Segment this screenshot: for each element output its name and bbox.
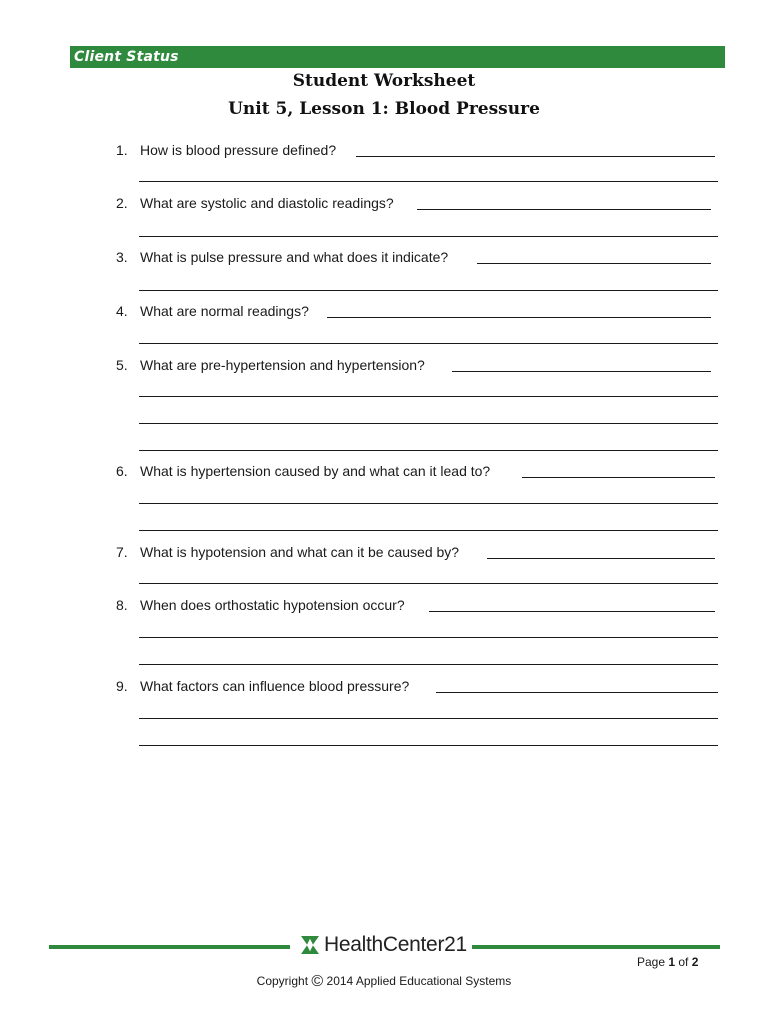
question-2 [0, 193, 768, 213]
worksheet-title: Student Worksheet [292, 71, 476, 91]
answer-line[interactable] [139, 450, 718, 451]
question-number: 3. [116, 249, 128, 265]
question-text: What are pre-hypertension and hypertension? [140, 357, 425, 373]
question-text: When does orthostatic hypotension occur? [140, 597, 405, 613]
question-text: What is hypertension caused by and what can it lead to? [140, 463, 491, 479]
question-3 [0, 247, 768, 267]
page-indicator [637, 955, 698, 969]
question-text: What are normal readings? [140, 303, 309, 319]
logo-text: HealthCenter21 [324, 933, 467, 956]
answer-line[interactable] [139, 423, 718, 424]
page-total: 2 [691, 955, 699, 969]
question-9 [0, 676, 768, 696]
question-number: 1. [116, 142, 128, 158]
answer-line[interactable] [139, 745, 718, 746]
question-text: What are systolic and diastolic readings? [140, 195, 394, 211]
lesson-title: Unit 5, Lesson 1: Blood Pressure [228, 99, 540, 119]
answer-line[interactable] [417, 193, 711, 210]
answer-line[interactable] [487, 542, 715, 559]
copyright-symbol: © [311, 973, 324, 990]
answer-line[interactable] [139, 637, 718, 638]
answer-line[interactable] [356, 140, 715, 157]
healthcenter21-logo [301, 932, 467, 958]
answer-line[interactable] [436, 676, 718, 693]
question-number: 5. [116, 357, 128, 373]
answer-line[interactable] [452, 355, 711, 372]
question-number: 7. [116, 544, 128, 560]
footer-divider-right [472, 945, 720, 949]
question-text: How is blood pressure defined? [140, 142, 337, 158]
question-text: What factors can influence blood pressure? [140, 678, 410, 694]
question-8 [0, 595, 768, 615]
answer-line[interactable] [139, 530, 718, 531]
answer-line[interactable] [477, 247, 711, 264]
question-number: 9. [116, 678, 128, 694]
question-6 [0, 461, 768, 481]
page-of: of [675, 955, 692, 969]
question-4 [0, 301, 768, 321]
answer-line[interactable] [139, 664, 718, 665]
question-1 [0, 140, 768, 160]
answer-line[interactable] [139, 396, 718, 397]
copyright-notice [0, 973, 768, 991]
answer-line[interactable] [139, 583, 718, 584]
question-number: 8. [116, 597, 128, 613]
copyright-text: 2014 Applied Educational Systems [326, 974, 512, 988]
answer-line[interactable] [139, 503, 718, 504]
footer-divider-left [49, 945, 290, 949]
question-7 [0, 542, 768, 562]
question-text: What is pulse pressure and what does it indicate? [140, 249, 449, 265]
answer-line[interactable] [429, 595, 715, 612]
question-5 [0, 355, 768, 375]
client-status-banner [70, 46, 725, 68]
question-number: 2. [116, 195, 128, 211]
banner-label: Client Status [74, 49, 179, 65]
copyright-prefix: Copyright [256, 974, 309, 988]
page-current: 1 [668, 955, 676, 969]
healthcenter21-logo-icon [301, 936, 319, 954]
answer-line[interactable] [139, 718, 718, 719]
page-prefix: Page [637, 955, 669, 969]
answer-line[interactable] [139, 181, 718, 182]
answer-line[interactable] [522, 461, 715, 478]
question-text: What is hypotension and what can it be caused by? [140, 544, 460, 560]
answer-line[interactable] [139, 290, 718, 291]
answer-line[interactable] [139, 236, 718, 237]
answer-line[interactable] [139, 343, 718, 344]
question-number: 6. [116, 463, 128, 479]
answer-line[interactable] [327, 301, 711, 318]
question-number: 4. [116, 303, 128, 319]
